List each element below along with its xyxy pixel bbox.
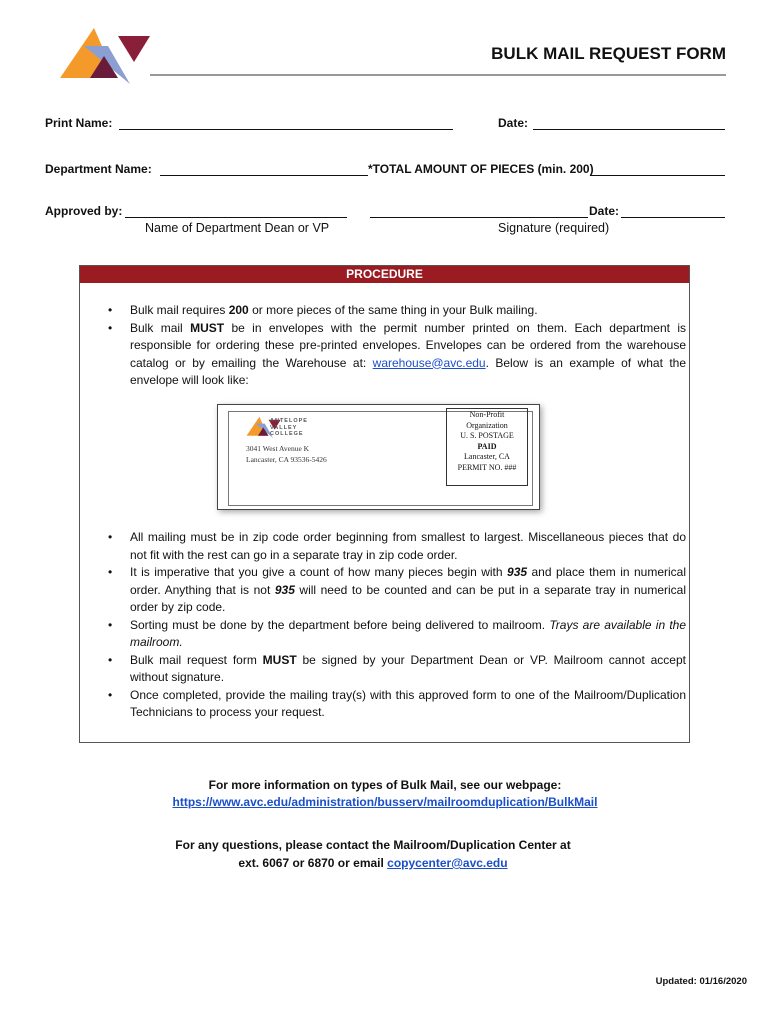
procedure-item-1: • Bulk mail requires 200 or more pieces of the same thing in your Bulk mailing. <box>108 302 686 320</box>
copycenter-email-link[interactable]: copycenter@avc.edu <box>387 856 508 870</box>
dean-caption: Name of Department Dean or VP <box>145 221 330 235</box>
signature-caption: Signature (required) <box>498 221 610 235</box>
updated-date: Updated: 01/16/2020 <box>655 976 747 987</box>
procedure-item-6: • Bulk mail request form MUST be signed by your Department Dean or VP. Mailroom cannot accept without signature. <box>108 652 686 687</box>
print-name-label: Print Name: <box>45 116 113 130</box>
approved-by-label: Approved by: <box>45 204 123 218</box>
signature-date-field[interactable] <box>621 217 725 218</box>
procedure-item-3: • All mailing must be in zip code order beginning from smallest to largest. Miscellaneous pieces that do not fit with the rest can go in a separate tray in zip code order. <box>108 529 686 564</box>
page-title: BULK MAIL REQUEST FORM <box>491 44 726 63</box>
procedure-item-4: • It is imperative that you give a count of how many pieces begin with 935 and place them in numerical order. Anything that is not 935 will need to be counted and can be put in a separate tray in numerical order by zip code. <box>108 564 686 617</box>
avc-logo <box>60 26 152 84</box>
print-name-field[interactable] <box>119 129 453 130</box>
procedure-heading: PROCEDURE <box>80 266 689 283</box>
warehouse-email-link[interactable]: warehouse@avc.edu <box>372 355 486 370</box>
envelope-logo-text: ANTELOPE VALLEY COLLEGE <box>270 418 308 437</box>
permit-stamp: Non-Profit Organization U. S. POSTAGE PAID Lancaster, CA PERMIT NO. ### <box>446 408 528 486</box>
logo-red-triangle <box>118 36 150 62</box>
procedure-item-7: • Once completed, provide the mailing tray(s) with this approved form to one of the Mailroom/Duplication Technicians to process your request. <box>108 687 686 722</box>
procedure-list-top <box>108 302 686 390</box>
bulkmail-url-link[interactable]: https://www.avc.edu/administration/busserv/mailroomduplication/BulkMail <box>172 795 598 809</box>
department-name-label: Department Name: <box>45 162 152 176</box>
date-field[interactable] <box>533 129 725 130</box>
total-pieces-field[interactable] <box>590 175 725 176</box>
procedure-item-5: • Sorting must be done by the department before being delivered to mailroom. Trays are available in the mailroom. <box>108 617 686 652</box>
date-label: Date: <box>498 116 529 130</box>
envelope-return-address: 3041 West Avenue K Lancaster, CA 93536-5426 <box>246 444 327 464</box>
signature-field[interactable] <box>370 217 588 218</box>
procedure-item-2: • Bulk mail MUST be in envelopes with the permit number printed on them. Each department is responsible for ordering these pre-printed envelopes. Envelopes can be ordered from the warehouse catalog or by emailing the Warehouse at: warehouse@avc.edu. Below is an example of what the envelope will look like: <box>108 320 686 390</box>
total-pieces-label: *TOTAL AMOUNT OF PIECES (min. 200) <box>368 162 594 176</box>
bulkmail-url-wrap <box>0 795 770 809</box>
title-divider <box>150 74 726 76</box>
contact-line: ext. 6067 or 6870 or email copycenter@avc.edu <box>238 856 508 870</box>
approved-by-field[interactable] <box>125 217 347 218</box>
info-line: For more information on types of Bulk Mail, see our webpage: <box>208 778 562 792</box>
questions-line: For any questions, please contact the Mailroom/Duplication Center at <box>175 838 571 852</box>
department-name-field[interactable] <box>160 175 368 176</box>
signature-date-label: Date: <box>589 204 620 218</box>
procedure-list-bottom <box>108 529 686 722</box>
